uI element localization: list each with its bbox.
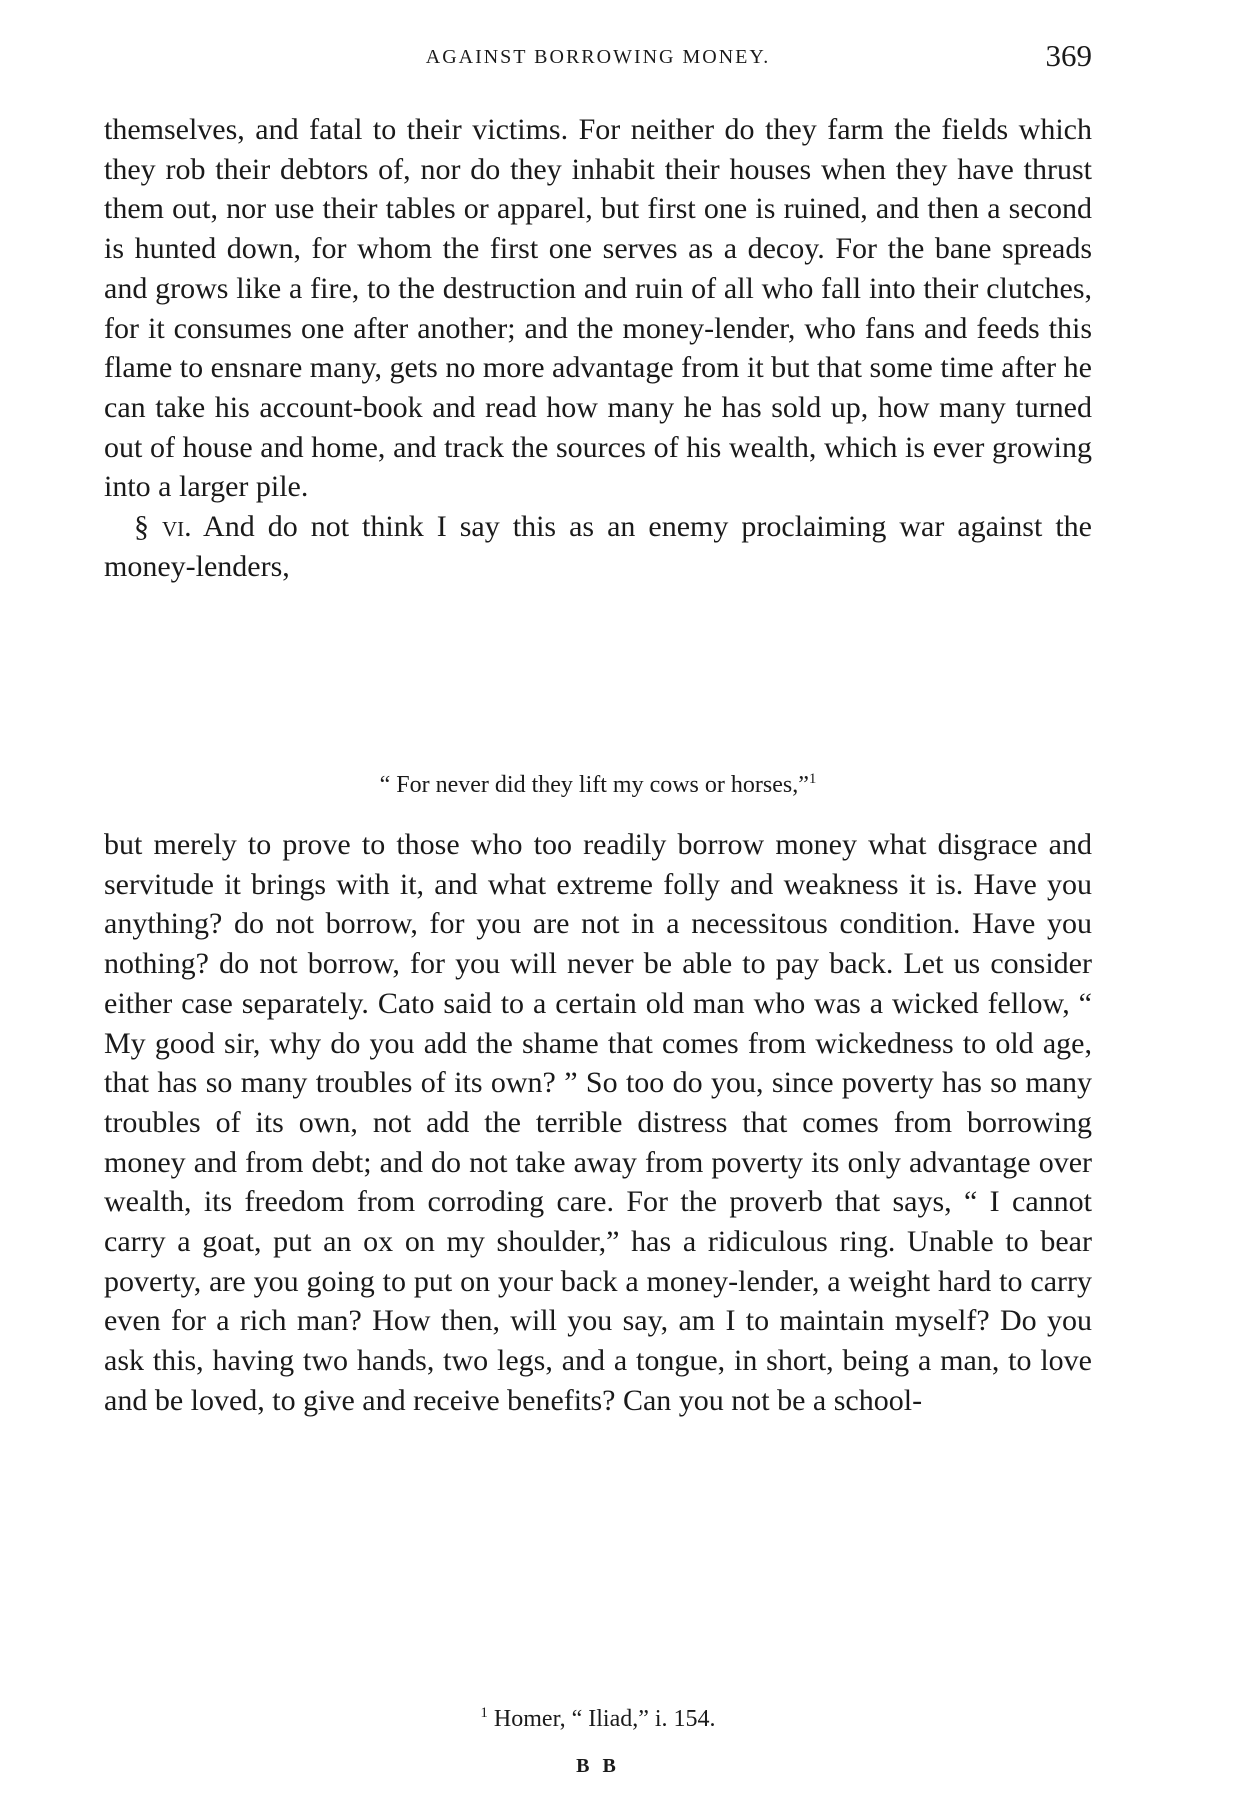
page-number: 369	[1045, 38, 1092, 73]
signature-mark: B B	[576, 1755, 620, 1777]
footnote-number: 1	[480, 1705, 488, 1721]
footnote-text: Homer, “ Iliad,” i. 154.	[493, 1706, 716, 1732]
body-text-upper	[104, 110, 1092, 586]
continuation-paragraph: but merely to prove to those who too readily borrow money what disgrace and servitude it brings with it, and what extreme folly and weakness it is. Have you anything? do not borrow, for you are not in a necessitous condition. Have you nothing? do not borrow, for you will never be able to pay back. Let us consider either case separately. Cato said to a certain old man who was a wicked fellow, “ My good sir, why do you add the shame that comes from wickedness to old age, that has so many troubles of its own? ” So too do you, since poverty has so many troubles of its own, not add the terrible distress that comes from borrowing money and from debt; and do not take away from poverty its only advantage over wealth, its freedom from corroding care. For the proverb that says, “ I cannot carry a goat, put an ox on my shoulder,” has a ridiculous ring. Unable to bear poverty, are you going to put on your back a money-lender, a weight hard to carry even for a rich man? How then, will you say, am I to maintain myself? Do you ask this, having two hands, two legs, and a tongue, in short, being a man, to love and be loved, to give and receive benefits? Can you not be a school-	[104, 828, 1092, 1417]
running-head	[104, 38, 1092, 78]
running-title: AGAINST BORROWING MONEY.	[425, 46, 771, 68]
section-text: And do not think I say this as an enemy proclaiming war against the money-lenders,	[104, 510, 1092, 583]
quote-text: “ For never did they lift my cows or horses,”	[379, 772, 809, 798]
verse-quote	[104, 772, 1092, 799]
footnote-ref: 1	[808, 771, 817, 787]
section-mark: § vi.	[134, 510, 192, 544]
footnote	[104, 1706, 1092, 1733]
paragraph: themselves, and fatal to their victims. For neither do they farm the fields which they rob their debtors of, nor do they inhabit their houses when they have thrust them out, nor use their tables or apparel, but first one is ruined, and then a second is hunted down, for whom the first one serves as a decoy. For the bane spreads and grows like a fire, to the destruction and ruin of all who fall into their clutches, for it consumes one after another; and the money-lender, who fans and feeds this flame to ensnare many, gets no more advantage from it but that some time after he can take his account-book and read how many he has sold up, how many turned out of house and home, and track the sources of his wealth, which is ever growing into a larger pile.	[104, 113, 1092, 504]
body-text-lower	[104, 825, 1092, 1421]
section-paragraph	[104, 507, 1092, 586]
